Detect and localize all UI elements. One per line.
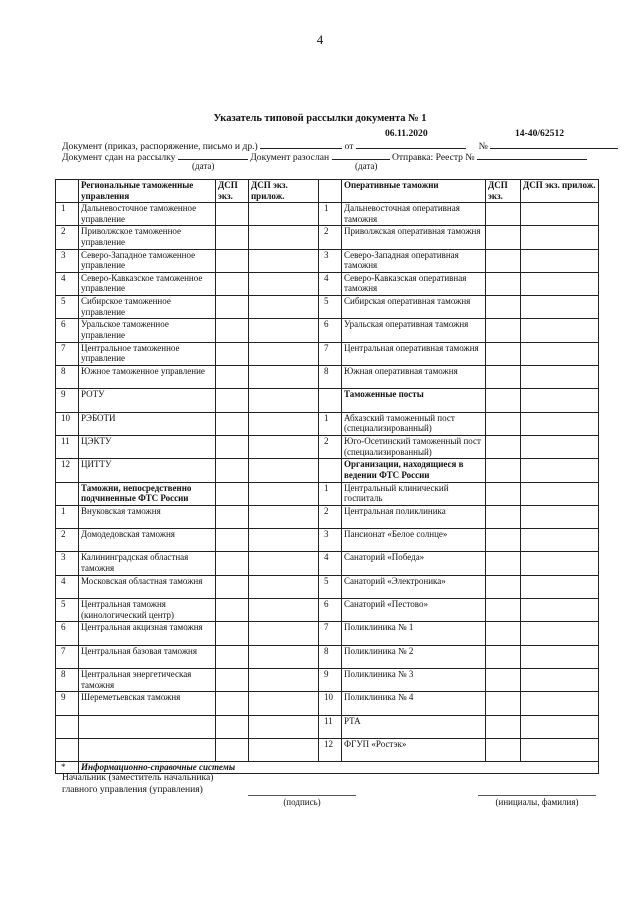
right-row-number: 4 [319, 272, 342, 295]
right-row-title: Дальневосточная оперативная таможня [342, 203, 486, 226]
doc-type-blank[interactable] [260, 139, 342, 149]
right-dsp-att-cell[interactable] [521, 459, 599, 482]
right-dsp-att-cell[interactable] [521, 412, 599, 435]
left-dsp-att-cell[interactable] [249, 249, 319, 272]
right-dsp-att-cell[interactable] [521, 575, 599, 598]
table-row [56, 203, 599, 226]
right-dsp-att-cell[interactable] [521, 692, 599, 715]
left-dsp-att-cell[interactable] [249, 342, 319, 365]
table-row [56, 389, 599, 412]
right-row-title: Сибирская оперативная таможня [342, 296, 486, 319]
right-row-title: Северо-Западная оперативная таможня [342, 249, 486, 272]
left-dsp-att-cell[interactable] [249, 296, 319, 319]
left-row-title: Шереметьевская таможня [79, 692, 216, 715]
info-text: Информационно-справочные системы [79, 762, 599, 774]
right-dsp-att-cell[interactable] [521, 622, 599, 645]
left-dsp-cell[interactable] [216, 482, 249, 505]
right-dsp-att-cell[interactable] [521, 272, 599, 295]
header-dsp-att-right: ДСП экз. прилож. [521, 180, 599, 203]
left-dsp-att-cell[interactable] [249, 738, 319, 761]
left-dsp-att-cell[interactable] [249, 319, 319, 342]
left-row-title: Внуковская таможня [79, 505, 216, 528]
right-row-number: 7 [319, 622, 342, 645]
right-dsp-cell[interactable] [486, 366, 521, 389]
right-row-title: Центральная поликлиника [342, 505, 486, 528]
table-row [56, 482, 599, 505]
table-row [56, 342, 599, 365]
right-row-title: Центральный клинический госпиталь [342, 482, 486, 505]
table-row [56, 249, 599, 272]
right-row-number: 6 [319, 599, 342, 622]
document-title: Указатель типовой рассылки документа № 1 [213, 113, 427, 124]
right-dsp-att-cell[interactable] [521, 435, 599, 458]
left-row-title: РЭБОТИ [79, 412, 216, 435]
left-dsp-att-cell[interactable] [249, 645, 319, 668]
date-caption-2: (дата) [355, 161, 378, 171]
left-row-title: Северо-Кавказское таможенное управление [79, 272, 216, 295]
table-row [56, 575, 599, 598]
table-row [56, 505, 599, 528]
left-row-number: 2 [56, 529, 79, 552]
left-row-title: Центральное таможенное управление [79, 342, 216, 365]
left-dsp-cell[interactable] [216, 459, 249, 482]
right-row-number: 1 [319, 203, 342, 226]
left-dsp-att-cell[interactable] [249, 505, 319, 528]
right-row-title: Санаторий «Электроника» [342, 575, 486, 598]
table-row [56, 529, 599, 552]
right-dsp-cell[interactable] [486, 715, 521, 738]
right-dsp-att-cell[interactable] [521, 505, 599, 528]
info-mark: * [56, 762, 79, 774]
right-dsp-att-cell[interactable] [521, 226, 599, 249]
table-row [56, 668, 599, 691]
right-dsp-att-cell[interactable] [521, 645, 599, 668]
left-dsp-cell[interactable] [216, 552, 249, 575]
left-row-title: Центральная базовая таможня [79, 645, 216, 668]
left-row-number: 7 [56, 342, 79, 365]
left-dsp-cell[interactable] [216, 389, 249, 412]
right-dsp-cell[interactable] [486, 552, 521, 575]
left-dsp-cell[interactable] [216, 366, 249, 389]
left-row-number: 2 [56, 226, 79, 249]
table-row [56, 296, 599, 319]
right-dsp-cell[interactable] [486, 692, 521, 715]
left-dsp-cell[interactable] [216, 622, 249, 645]
left-row-number: 5 [56, 296, 79, 319]
right-row-number: 3 [319, 249, 342, 272]
right-dsp-cell[interactable] [486, 272, 521, 295]
left-dsp-att-cell[interactable] [249, 668, 319, 691]
right-dsp-cell[interactable] [486, 319, 521, 342]
left-row-title: Дальневосточное таможенное управление [79, 203, 216, 226]
left-row-title: Приволжское таможенное управление [79, 226, 216, 249]
right-row-number: 2 [319, 505, 342, 528]
right-dsp-cell[interactable] [486, 203, 521, 226]
left-row-number [56, 482, 79, 505]
table-header-row [56, 180, 599, 203]
right-row-title: Юго-Осетинский таможенный пост (специализированный) [342, 435, 486, 458]
left-row-number: 3 [56, 249, 79, 272]
right-dsp-att-cell[interactable] [521, 599, 599, 622]
left-dsp-att-cell[interactable] [249, 459, 319, 482]
left-row-title: Домодедовская таможня [79, 529, 216, 552]
right-dsp-cell[interactable] [486, 459, 521, 482]
left-dsp-att-cell[interactable] [249, 412, 319, 435]
right-row-title: Южная оперативная таможня [342, 366, 486, 389]
left-dsp-att-cell[interactable] [249, 552, 319, 575]
left-row-title: Северо-Западное таможенное управление [79, 249, 216, 272]
left-row-title: РОТУ [79, 389, 216, 412]
left-row-number: 10 [56, 412, 79, 435]
left-dsp-cell[interactable] [216, 645, 249, 668]
left-dsp-att-cell[interactable] [249, 203, 319, 226]
right-dsp-cell[interactable] [486, 668, 521, 691]
right-dsp-att-cell[interactable] [521, 296, 599, 319]
left-dsp-att-cell[interactable] [249, 599, 319, 622]
left-row-title: Сибирское таможенное управление [79, 296, 216, 319]
distributed-date-blank[interactable] [332, 150, 390, 160]
right-dsp-att-cell[interactable] [521, 342, 599, 365]
left-row-number [56, 738, 79, 761]
left-dsp-att-cell[interactable] [249, 366, 319, 389]
right-row-number: 8 [319, 645, 342, 668]
left-dsp-att-cell[interactable] [249, 529, 319, 552]
left-row-number: 9 [56, 389, 79, 412]
left-dsp-cell[interactable] [216, 226, 249, 249]
right-dsp-cell[interactable] [486, 622, 521, 645]
left-row-number: 12 [56, 459, 79, 482]
left-dsp-cell[interactable] [216, 692, 249, 715]
left-dsp-cell[interactable] [216, 715, 249, 738]
table-row [56, 272, 599, 295]
right-row-title: Поликлиника № 1 [342, 622, 486, 645]
distribution-table [55, 179, 599, 774]
right-row-number: 7 [319, 342, 342, 365]
right-dsp-att-cell[interactable] [521, 319, 599, 342]
right-row-number: 11 [319, 715, 342, 738]
right-row-title: Приволжская оперативная таможня [342, 226, 486, 249]
left-dsp-cell[interactable] [216, 435, 249, 458]
footer-line-2: главного управления (управления) [62, 784, 203, 795]
doc-number: 14-40/62512 [515, 128, 565, 139]
right-row-number [319, 459, 342, 482]
right-dsp-cell[interactable] [486, 249, 521, 272]
left-row-title [79, 715, 216, 738]
left-row-number: 4 [56, 272, 79, 295]
right-row-number: 3 [319, 529, 342, 552]
left-dsp-cell[interactable] [216, 575, 249, 598]
right-dsp-att-cell[interactable] [521, 366, 599, 389]
right-row-title: Таможенные посты [342, 389, 486, 412]
left-row-title: ЦЭКТУ [79, 435, 216, 458]
distributed-label: Документ разослан [250, 152, 330, 163]
left-row-number: 6 [56, 622, 79, 645]
left-dsp-att-cell[interactable] [249, 575, 319, 598]
left-dsp-cell[interactable] [216, 599, 249, 622]
header-dsp-right: ДСП экз. [486, 180, 521, 203]
left-row-title: Центральная энергетическая таможня [79, 668, 216, 691]
right-row-title: Поликлиника № 3 [342, 668, 486, 691]
left-row-title: Калининградская областная таможня [79, 552, 216, 575]
right-row-number: 1 [319, 412, 342, 435]
right-row-number: 2 [319, 226, 342, 249]
right-dsp-att-cell[interactable] [521, 715, 599, 738]
page-number: 4 [316, 32, 324, 47]
table-row [56, 599, 599, 622]
right-row-title: Уральская оперативная таможня [342, 319, 486, 342]
table-row [56, 645, 599, 668]
right-row-number: 9 [319, 668, 342, 691]
left-dsp-cell[interactable] [216, 668, 249, 691]
registry-label: Реестр № [435, 152, 475, 163]
sent-line [62, 150, 587, 163]
left-row-number: 1 [56, 505, 79, 528]
name-caption: (инициалы, фамилия) [495, 797, 579, 807]
right-row-title: Поликлиника № 4 [342, 692, 486, 715]
right-row-title: ФГУП «Ростэк» [342, 738, 486, 761]
left-dsp-cell[interactable] [216, 412, 249, 435]
left-dsp-cell[interactable] [216, 529, 249, 552]
right-dsp-cell[interactable] [486, 435, 521, 458]
left-row-number: 6 [56, 319, 79, 342]
right-dsp-att-cell[interactable] [521, 389, 599, 412]
table-row [56, 552, 599, 575]
left-row-title: Уральское таможенное управление [79, 319, 216, 342]
right-row-title: Центральная оперативная таможня [342, 342, 486, 365]
doc-date-blank[interactable] [356, 139, 466, 149]
left-row-title: Московская областная таможня [79, 575, 216, 598]
left-dsp-cell[interactable] [216, 738, 249, 761]
right-dsp-cell[interactable] [486, 226, 521, 249]
left-dsp-att-cell[interactable] [249, 692, 319, 715]
right-row-title: Абхазский таможенный пост (специализированный) [342, 412, 486, 435]
header-operative: Оперативные таможни [342, 180, 486, 203]
header-regional: Региональные таможенные управления [79, 180, 216, 203]
table-row [56, 692, 599, 715]
doc-number-blank[interactable] [490, 139, 618, 149]
registry-blank[interactable] [477, 150, 587, 160]
left-row-number: 4 [56, 575, 79, 598]
table-row [56, 738, 599, 761]
right-dsp-cell[interactable] [486, 599, 521, 622]
left-row-title: ЦИТТУ [79, 459, 216, 482]
doc-label: Документ (приказ, распоряжение, письмо и др.) [62, 141, 258, 152]
left-row-number: 1 [56, 203, 79, 226]
dispatch-label: Отправка: [391, 152, 434, 163]
right-dsp-att-cell[interactable] [521, 668, 599, 691]
right-dsp-att-cell[interactable] [521, 529, 599, 552]
left-dsp-cell[interactable] [216, 203, 249, 226]
signature-line[interactable] [248, 794, 356, 796]
left-dsp-att-cell[interactable] [249, 389, 319, 412]
left-dsp-cell[interactable] [216, 296, 249, 319]
left-dsp-att-cell[interactable] [249, 622, 319, 645]
right-row-number: 10 [319, 692, 342, 715]
left-dsp-att-cell[interactable] [249, 715, 319, 738]
right-row-number [319, 389, 342, 412]
left-dsp-cell[interactable] [216, 342, 249, 365]
left-dsp-cell[interactable] [216, 505, 249, 528]
left-dsp-cell[interactable] [216, 272, 249, 295]
right-dsp-att-cell[interactable] [521, 552, 599, 575]
right-dsp-cell[interactable] [486, 575, 521, 598]
right-dsp-cell[interactable] [486, 645, 521, 668]
right-row-title: Поликлиника № 2 [342, 645, 486, 668]
right-dsp-cell[interactable] [486, 529, 521, 552]
left-row-number: 8 [56, 668, 79, 691]
name-line[interactable] [478, 794, 596, 796]
right-row-number: 6 [319, 319, 342, 342]
right-row-title: Северо-Кавказская оперативная таможня [342, 272, 486, 295]
right-row-number: 5 [319, 296, 342, 319]
table-row [56, 715, 599, 738]
sent-date-blank[interactable] [178, 150, 248, 160]
right-row-number: 5 [319, 575, 342, 598]
header-dsp-att-left: ДСП экз. прилож. [249, 180, 319, 203]
left-dsp-cell[interactable] [216, 319, 249, 342]
left-row-number: 7 [56, 645, 79, 668]
left-dsp-att-cell[interactable] [249, 272, 319, 295]
left-dsp-cell[interactable] [216, 249, 249, 272]
left-row-title [79, 738, 216, 761]
doc-date: 06.11.2020 [385, 128, 428, 139]
left-row-title: Таможни, непосредственно подчиненные ФТС России [79, 482, 216, 505]
right-dsp-cell[interactable] [486, 505, 521, 528]
from-label: от [344, 141, 354, 152]
right-dsp-cell[interactable] [486, 296, 521, 319]
table-row [56, 412, 599, 435]
right-row-title: Санаторий «Победа» [342, 552, 486, 575]
right-dsp-att-cell[interactable] [521, 249, 599, 272]
table-row [56, 319, 599, 342]
right-dsp-cell[interactable] [486, 342, 521, 365]
right-row-number: 4 [319, 552, 342, 575]
left-row-number: 3 [56, 552, 79, 575]
left-dsp-att-cell[interactable] [249, 482, 319, 505]
right-row-number: 8 [319, 366, 342, 389]
left-row-number [56, 715, 79, 738]
left-row-number: 5 [56, 599, 79, 622]
right-row-number: 2 [319, 435, 342, 458]
right-dsp-cell[interactable] [486, 412, 521, 435]
table-row [56, 226, 599, 249]
table-row [56, 459, 599, 482]
sent-label: Документ сдан на рассылку [62, 152, 176, 163]
table-row [56, 366, 599, 389]
left-row-number: 8 [56, 366, 79, 389]
signature-caption: (подпись) [283, 797, 321, 807]
left-dsp-att-cell[interactable] [249, 226, 319, 249]
num-sign: № [478, 141, 488, 152]
right-dsp-att-cell[interactable] [521, 738, 599, 761]
right-row-title: Организации, находящиеся в ведении ФТС России [342, 459, 486, 482]
table-row [56, 622, 599, 645]
left-row-number: 11 [56, 435, 79, 458]
right-row-number: 12 [319, 738, 342, 761]
date-caption-1: (дата) [192, 161, 215, 171]
right-dsp-cell[interactable] [486, 738, 521, 761]
left-dsp-att-cell[interactable] [249, 435, 319, 458]
right-dsp-att-cell[interactable] [521, 203, 599, 226]
right-row-number: 1 [319, 482, 342, 505]
left-row-number: 9 [56, 692, 79, 715]
header-dsp-left: ДСП экз. [216, 180, 249, 203]
table-row [56, 435, 599, 458]
left-row-title: Центральная акцизная таможня [79, 622, 216, 645]
left-row-title: Центральная таможня (кинологический центр) [79, 599, 216, 622]
right-row-title: Пансионат «Белое солнце» [342, 529, 486, 552]
right-dsp-att-cell[interactable] [521, 482, 599, 505]
right-dsp-cell[interactable] [486, 389, 521, 412]
footer-line-1: Начальник (заместитель начальника) [62, 772, 214, 783]
right-dsp-cell[interactable] [486, 482, 521, 505]
right-row-title: Санаторий «Пестово» [342, 599, 486, 622]
left-row-title: Южное таможенное управление [79, 366, 216, 389]
right-row-title: РТА [342, 715, 486, 738]
